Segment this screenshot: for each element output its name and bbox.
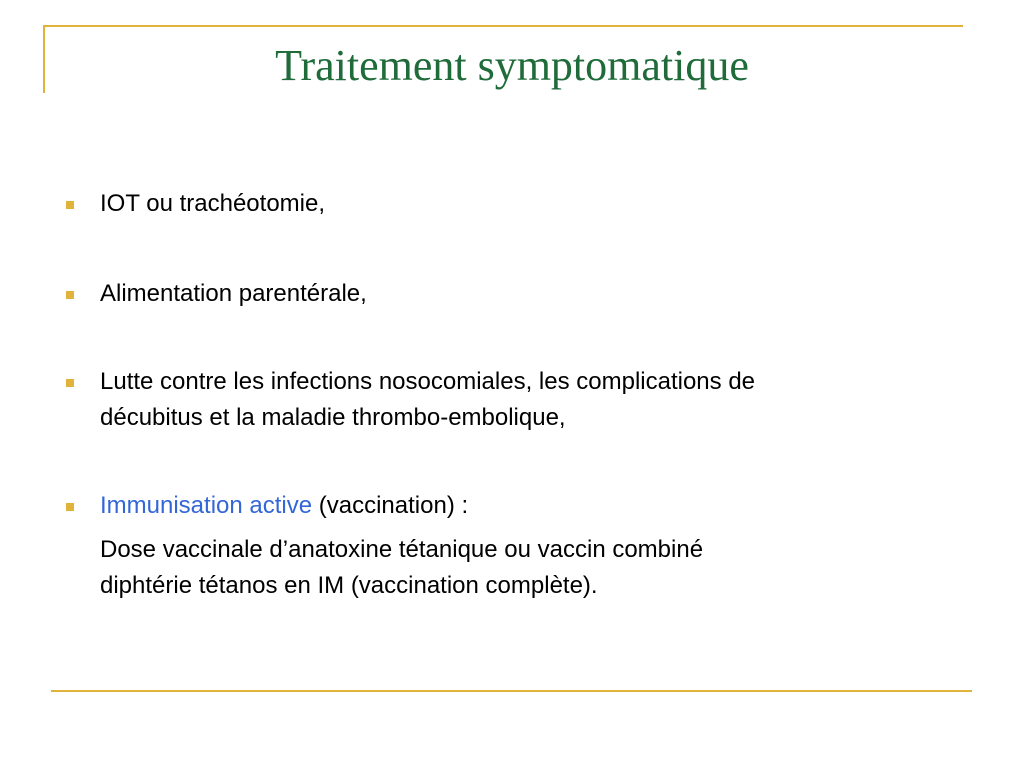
square-bullet-icon — [66, 291, 74, 299]
continuation-line: Dose vaccinale d’anatoxine tétanique ou vaccin combiné — [100, 536, 704, 563]
square-bullet-icon — [66, 379, 74, 387]
frame-top-line — [44, 25, 963, 27]
bullet-text-line: décubitus et la maladie thrombo-embolique, — [100, 404, 566, 431]
highlighted-text: Immunisation active — [100, 492, 313, 519]
bullet-text-line: Lutte contre les infections nosocomiales, les complications de — [100, 368, 756, 395]
bullet-item — [62, 186, 982, 222]
square-bullet-icon — [66, 201, 74, 209]
slide-title: Traitement symptomatique — [275, 41, 749, 90]
bullet-text: (vaccination) : — [312, 492, 469, 519]
bullet-item — [62, 488, 982, 524]
bullet-text: Alimentation parentérale, — [100, 280, 367, 307]
bullet-list — [62, 186, 982, 604]
bullet-item — [62, 364, 982, 436]
bullet-item — [62, 276, 982, 312]
continuation-line: diphtérie tétanos en IM (vaccination complète). — [100, 572, 598, 599]
square-bullet-icon — [66, 503, 74, 511]
frame-bottom-line — [51, 690, 972, 692]
bullet-continuation — [62, 532, 982, 604]
bullet-text: IOT ou trachéotomie, — [100, 190, 325, 217]
